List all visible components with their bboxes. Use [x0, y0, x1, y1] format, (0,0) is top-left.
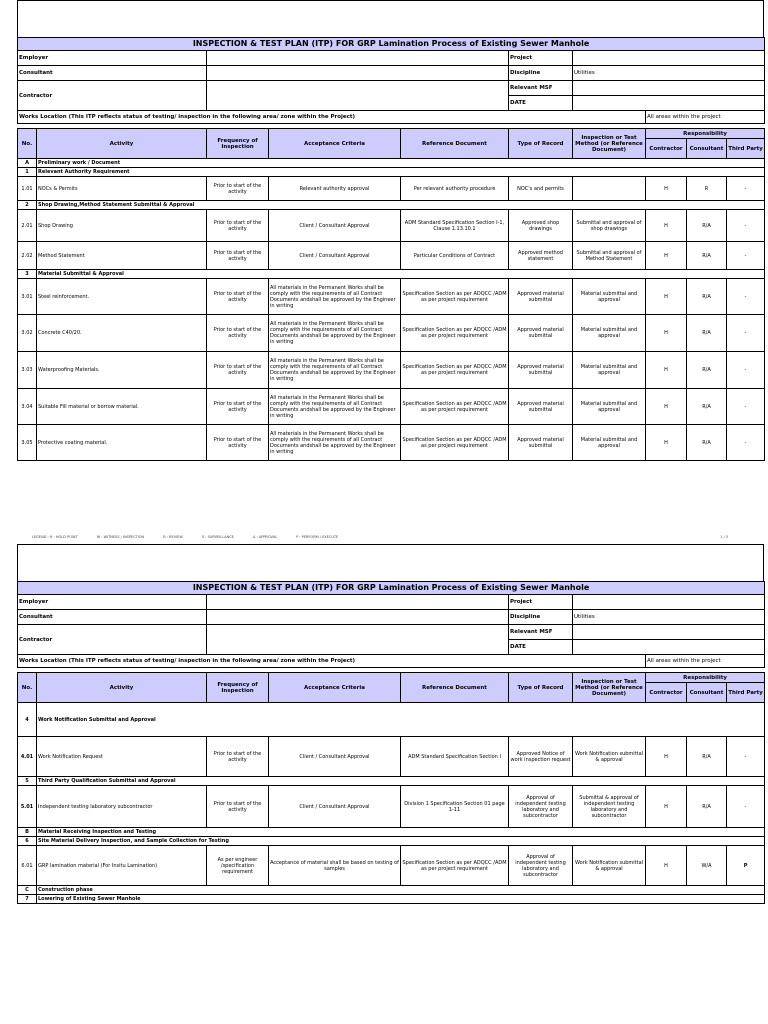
- row-contractor: H: [646, 737, 687, 777]
- section-label: Shop Drawing,Method Statement Submittal & Approval: [37, 201, 765, 210]
- row-no: 3.05: [18, 425, 37, 461]
- row-contractor: H: [646, 389, 687, 425]
- row-method: Material submittal and approval: [573, 279, 646, 315]
- table-row: [18, 315, 765, 352]
- itp-page-1: [17, 0, 764, 461]
- section-label: Work Notification Submittal and Approval: [37, 703, 765, 737]
- row-contractor: H: [646, 210, 687, 242]
- table-row: [18, 389, 765, 425]
- col-record: Type of Record: [509, 673, 573, 703]
- row-reference: Specification Section as per ADQCC /ADM as per project requirement: [401, 279, 509, 315]
- row-third-party: -: [727, 242, 765, 270]
- table-row: [18, 279, 765, 315]
- table-row: [18, 425, 765, 461]
- section-no: B: [18, 828, 37, 837]
- row-consultant: R/A: [687, 389, 727, 425]
- contractor-label: Contractor: [18, 81, 207, 111]
- row-reference: ADM Standard Specification Section I-1, Clause 1.13.10.1: [401, 210, 509, 242]
- col-third-party: Third Party: [727, 139, 765, 159]
- table-row: [18, 242, 765, 270]
- msf-value: [573, 625, 765, 640]
- section-no: 6: [18, 837, 37, 846]
- row-acceptance: All materials in the Permanent Works shall be comply with the requirements of all Contract Documents andshall be approved by the Engineer in writing: [269, 425, 401, 461]
- row-consultant: R/A: [687, 786, 727, 828]
- itp-page-2: [17, 544, 764, 904]
- contractor-value: [207, 81, 509, 111]
- row-reference: Specification Section as per ADQCC /ADM as per project requirement: [401, 425, 509, 461]
- consultant-label: Consultant: [18, 610, 207, 625]
- row-method: [573, 177, 646, 201]
- row-third-party: -: [727, 315, 765, 352]
- logo-area: [17, 544, 764, 581]
- section-no: 5: [18, 777, 37, 786]
- col-frequency: Frequency of Inspection: [207, 129, 269, 159]
- row-method: Material submittal and approval: [573, 315, 646, 352]
- legend-item: A : APPROVAL: [253, 535, 278, 539]
- section-no: 4: [18, 703, 37, 737]
- contractor-value: [207, 625, 509, 655]
- section-label: Third Party Qualification Submittal and Approval: [37, 777, 765, 786]
- row-frequency: Prior to start of the activity: [207, 786, 269, 828]
- row-third-party: -: [727, 389, 765, 425]
- row-acceptance: Client / Consultant Approval: [269, 737, 401, 777]
- row-record: NOC's and permits: [509, 177, 573, 201]
- row-frequency: As per engineer /specification requirement: [207, 846, 269, 886]
- row-reference: Specification Section as per ADQCC /ADM as per project requirement: [401, 315, 509, 352]
- row-record: Approved shop drawings: [509, 210, 573, 242]
- page-number: 1 / 3: [720, 535, 728, 539]
- row-record: Approved material submittal: [509, 389, 573, 425]
- row-frequency: Prior to start of the activity: [207, 737, 269, 777]
- table-row: [18, 210, 765, 242]
- table-row: [18, 352, 765, 389]
- row-record: Approved material submittal: [509, 352, 573, 389]
- table-row: [18, 786, 765, 828]
- col-third-party: Third Party: [727, 683, 765, 703]
- itp-table-1: [17, 37, 765, 461]
- section-no: 7: [18, 895, 37, 904]
- row-no: 3.02: [18, 315, 37, 352]
- date-value: [573, 96, 765, 111]
- row-consultant: R/A: [687, 315, 727, 352]
- row-frequency: Prior to start of the activity: [207, 210, 269, 242]
- row-activity: Waterproofing Materials.: [37, 352, 207, 389]
- project-label: Project: [509, 595, 573, 610]
- itp-table-2: [17, 581, 765, 904]
- legend-item: P : PERFORM / EXECUTE: [296, 535, 339, 539]
- row-activity: GRP lamination material (For Insitu Lamination): [37, 846, 207, 886]
- legend-item: S : SURVEILLANCE: [201, 535, 234, 539]
- employer-value: [207, 51, 509, 66]
- row-acceptance: Client / Consultant Approval: [269, 210, 401, 242]
- col-activity: Activity: [37, 129, 207, 159]
- section-no: A: [18, 159, 37, 168]
- date-label: DATE: [509, 640, 573, 655]
- section-label: Site Material Delivery Inspection, and Sample Collection for Testing: [37, 837, 765, 846]
- itp-title: INSPECTION & TEST PLAN (ITP) FOR GRP Lamination Process of Existing Sewer Manhole: [18, 38, 765, 51]
- row-activity: Method Statement: [37, 242, 207, 270]
- row-third-party: -: [727, 786, 765, 828]
- project-value: [573, 595, 765, 610]
- row-contractor: H: [646, 846, 687, 886]
- col-acceptance: Acceptance Criteria: [269, 129, 401, 159]
- row-reference: Particular Conditions of Contract: [401, 242, 509, 270]
- section-label: Construction phase: [37, 886, 765, 895]
- itp-title: INSPECTION & TEST PLAN (ITP) FOR GRP Lamination Process of Existing Sewer Manhole: [18, 582, 765, 595]
- employer-value: [207, 595, 509, 610]
- row-no: 3.03: [18, 352, 37, 389]
- employer-label: Employer: [18, 51, 207, 66]
- row-activity: NOCs & Permits: [37, 177, 207, 201]
- row-activity: Work Notification Request: [37, 737, 207, 777]
- row-frequency: Prior to start of the activity: [207, 315, 269, 352]
- row-record: Approved Notice of work inspection request: [509, 737, 573, 777]
- row-acceptance: Acceptance of material shall be based on testing of samples: [269, 846, 401, 886]
- col-no: No.: [18, 129, 37, 159]
- row-consultant: R: [687, 177, 727, 201]
- section-label: Material Receiving Inspection and Testing: [37, 828, 765, 837]
- msf-label: Relevant MSF: [509, 625, 573, 640]
- col-method: Inspection or Test Method (or Reference Document): [573, 673, 646, 703]
- section-no: C: [18, 886, 37, 895]
- project-label: Project: [509, 51, 573, 66]
- row-frequency: Prior to start of the activity: [207, 177, 269, 201]
- row-method: Submittal & approval of independent testing laboratory and subcontractor: [573, 786, 646, 828]
- row-method: Work Notification submittal & approval: [573, 737, 646, 777]
- row-no: 5.01: [18, 786, 37, 828]
- row-contractor: H: [646, 352, 687, 389]
- row-activity: Suitable Fill material or borrow material.: [37, 389, 207, 425]
- row-third-party: P: [727, 846, 765, 886]
- row-frequency: Prior to start of the activity: [207, 279, 269, 315]
- all-areas: All areas within the project: [646, 655, 765, 668]
- row-record: Approval of independent testing laboratory and subcontractor: [509, 786, 573, 828]
- col-activity: Activity: [37, 673, 207, 703]
- row-method: Material submittal and approval: [573, 389, 646, 425]
- row-record: Approved material submittal: [509, 315, 573, 352]
- row-consultant: R/A: [687, 352, 727, 389]
- discipline-value: Utilities: [573, 66, 765, 81]
- row-no: 2.01: [18, 210, 37, 242]
- date-value: [573, 640, 765, 655]
- row-frequency: Prior to start of the activity: [207, 352, 269, 389]
- table-row: [18, 846, 765, 886]
- section-label: Lowering of Existing Sewer Manhole: [37, 895, 765, 904]
- row-contractor: H: [646, 786, 687, 828]
- row-no: 6.01: [18, 846, 37, 886]
- row-contractor: H: [646, 279, 687, 315]
- col-responsibility: Responsibility: [646, 129, 765, 139]
- row-method: Submittal and approval of shop drawings: [573, 210, 646, 242]
- col-frequency: Frequency of Inspection: [207, 673, 269, 703]
- row-no: 1.01: [18, 177, 37, 201]
- row-frequency: Prior to start of the activity: [207, 242, 269, 270]
- row-activity: Steel reinforcement.: [37, 279, 207, 315]
- col-contractor: Contractor: [646, 683, 687, 703]
- row-reference: Division 1 Specification Section 01 page 1-11: [401, 786, 509, 828]
- row-activity: Concrete C40/20.: [37, 315, 207, 352]
- discipline-label: Discipline: [509, 66, 573, 81]
- table-row: [18, 177, 765, 201]
- row-acceptance: Client / Consultant Approval: [269, 242, 401, 270]
- project-value: [573, 51, 765, 66]
- row-frequency: Prior to start of the activity: [207, 389, 269, 425]
- row-consultant: W/A: [687, 846, 727, 886]
- contractor-label: Contractor: [18, 625, 207, 655]
- row-third-party: -: [727, 425, 765, 461]
- row-acceptance: All materials in the Permanent Works shall be comply with the requirements of all Contract Documents andshall be approved by the Engineer in writing: [269, 279, 401, 315]
- col-consultant: Consultant: [687, 683, 727, 703]
- col-no: No.: [18, 673, 37, 703]
- legend-item: LEGEND : H : HOLD POINT: [32, 535, 78, 539]
- legend: [32, 535, 746, 539]
- consultant-value: [207, 610, 509, 625]
- section-no: 1: [18, 168, 37, 177]
- row-reference: Specification Section as per ADQCC /ADM as per project requirement: [401, 846, 509, 886]
- row-method: Work Notification submittal & approval: [573, 846, 646, 886]
- all-areas: All areas within the project: [646, 111, 765, 124]
- date-label: DATE: [509, 96, 573, 111]
- row-reference: ADM Standard Specification Section I: [401, 737, 509, 777]
- row-third-party: -: [727, 279, 765, 315]
- col-record: Type of Record: [509, 129, 573, 159]
- row-activity: Shop Drawing: [37, 210, 207, 242]
- row-frequency: Prior to start of the activity: [207, 425, 269, 461]
- row-consultant: R/A: [687, 210, 727, 242]
- consultant-value: [207, 66, 509, 81]
- row-reference: Specification Section as per ADQCC /ADM as per project requirement: [401, 352, 509, 389]
- discipline-label: Discipline: [509, 610, 573, 625]
- row-consultant: R/A: [687, 737, 727, 777]
- row-acceptance: All materials in the Permanent Works shall be comply with the requirements of all Contract Documents andshall be approved by the Engineer in writing: [269, 315, 401, 352]
- row-acceptance: All materials in the Permanent Works shall be comply with the requirements of all Contract Documents andshall be approved by the Engineer in writing: [269, 389, 401, 425]
- col-reference: Reference Document: [401, 129, 509, 159]
- consultant-label: Consultant: [18, 66, 207, 81]
- col-consultant: Consultant: [687, 139, 727, 159]
- msf-label: Relevant MSF: [509, 81, 573, 96]
- works-location: Works Location (This ITP reflects status of testing/ inspection in the following area/ zone within the Project): [18, 111, 646, 124]
- row-method: Material submittal and approval: [573, 352, 646, 389]
- row-activity: Independent testing laboratory subcontractor: [37, 786, 207, 828]
- row-acceptance: Client / Consultant Approval: [269, 786, 401, 828]
- row-no: 3.04: [18, 389, 37, 425]
- row-contractor: H: [646, 315, 687, 352]
- logo-area: [17, 0, 764, 37]
- section-no: 3: [18, 270, 37, 279]
- row-no: 2.02: [18, 242, 37, 270]
- legend-item: R : REVIEW: [163, 535, 183, 539]
- employer-label: Employer: [18, 595, 207, 610]
- row-no: 3.01: [18, 279, 37, 315]
- table-row: [18, 737, 765, 777]
- section-label: Preliminary work / Document: [37, 159, 765, 168]
- row-no: 4.01: [18, 737, 37, 777]
- row-contractor: H: [646, 242, 687, 270]
- row-record: Approved material submittal: [509, 425, 573, 461]
- row-consultant: R/A: [687, 425, 727, 461]
- row-reference: Specification Section as per ADQCC /ADM as per project requirement: [401, 389, 509, 425]
- col-reference: Reference Document: [401, 673, 509, 703]
- row-record: Approved method statement: [509, 242, 573, 270]
- row-activity: Protective coating material.: [37, 425, 207, 461]
- col-responsibility: Responsibility: [646, 673, 765, 683]
- row-record: Approval of independent testing laboratory and subcontractor: [509, 846, 573, 886]
- row-reference: Per relevant authority procedure: [401, 177, 509, 201]
- works-location: Works Location (This ITP reflects status of testing/ inspection in the following area/ zone within the Project): [18, 655, 646, 668]
- discipline-value: Utilities: [573, 610, 765, 625]
- row-consultant: R/A: [687, 279, 727, 315]
- row-contractor: H: [646, 425, 687, 461]
- row-third-party: -: [727, 352, 765, 389]
- row-consultant: R/A: [687, 242, 727, 270]
- row-third-party: -: [727, 210, 765, 242]
- col-acceptance: Acceptance Criteria: [269, 673, 401, 703]
- row-record: Approved material submittal: [509, 279, 573, 315]
- row-contractor: H: [646, 177, 687, 201]
- section-label: Material Submittal & Approval: [37, 270, 765, 279]
- section-label: Relevant Authority Requirement: [37, 168, 765, 177]
- col-contractor: Contractor: [646, 139, 687, 159]
- row-method: Submittal and approval of Method Statement: [573, 242, 646, 270]
- msf-value: [573, 81, 765, 96]
- row-third-party: -: [727, 737, 765, 777]
- col-method: Inspection or Test Method (or Reference Document): [573, 129, 646, 159]
- section-no: 2: [18, 201, 37, 210]
- row-acceptance: All materials in the Permanent Works shall be comply with the requirements of all Contract Documents andshall be approved by the Engineer in writing: [269, 352, 401, 389]
- row-method: Material submittal and approval: [573, 425, 646, 461]
- row-third-party: -: [727, 177, 765, 201]
- legend-item: W : WITNESS / INSPECTION: [96, 535, 145, 539]
- row-acceptance: Relevant authority approval: [269, 177, 401, 201]
